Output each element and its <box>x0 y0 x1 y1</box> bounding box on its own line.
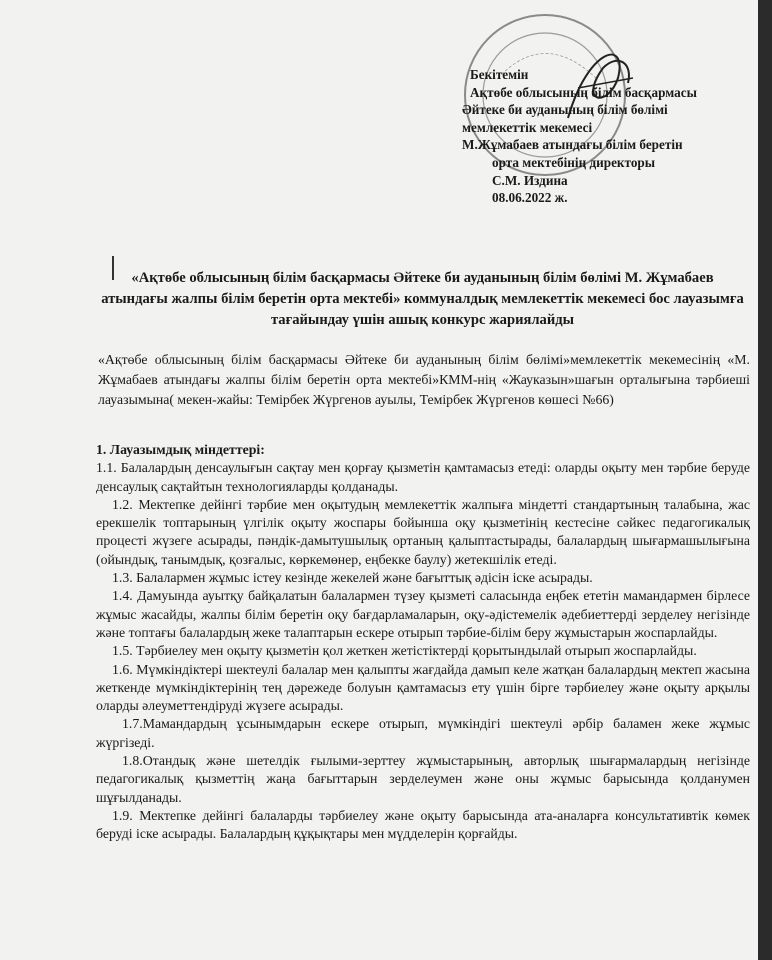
duties-section <box>96 441 750 844</box>
approval-line: орта мектебінің директоры <box>492 154 656 170</box>
duty-item: 1.2. Мектепке дейінгі тәрбие мен оқытудың мемлекеттік жалпыға міндетті стандартының талабына, жас ерекшелік топтарының үлгілік оқыту жоспары бойынша оқу қызметінің кестесіне сәйкес педагогикалық процесті жүзеге асырады, пәндік-дамытушылық ортаның қалыптастырады, балалардың шығармашылығына (ойындық, танымдық, қозғалыс, көркемөнер, еңбекке баулу) жетекшілік етеді. <box>96 496 750 567</box>
intro-paragraph: «Ақтөбе облысының білім басқармасы Әйтеке би ауданының білім бөлімі»мемлекеттік мекемесінің «М. Жұмабаев атындағы жалпы білім беретін орта мектебі»КММ-нің «Жауказын»шағын орталығына тәрбиеші лауазымына( мекен-жайы: Темірбек Жүргенов ауылы, Темірбек Жүргенов көшесі №66) <box>98 352 750 407</box>
approval-heading: Бекітемін <box>470 67 529 82</box>
duty-item: 1.9. Мектепке дейінгі балаларды тәрбиелеу және оқыту барысында ата-аналарға консультативтік көмек беруді іске асырады. Балалардың құқықтары мен мүдделерін қорғайды. <box>96 807 750 842</box>
duty-item: 1.7.Мамандардың ұсынымдарын ескере отырып, мүмкіндігі шектеулі әрбір баламен жеке жұмыс жүргізеді. <box>96 716 750 750</box>
section-heading: 1. Лауазымдық міндеттері: <box>96 442 265 457</box>
approval-line: мемлекеттік мекемесі <box>462 119 593 135</box>
approval-line: Әйтеке би ауданының білім бөлімі <box>462 102 668 118</box>
duty-item: 1.5. Тәрбиелеу мен оқыту қызметін қол жеткен жетістіктерді қорытындылай отырып жоспарлайды. <box>112 643 697 659</box>
duty-item: 1.1. Балалардың денсаулығын сақтау мен қорғау қызметін қамтамасыз етеді: оларды оқыту мен тәрбие беруде денсаулық сақтайтын технологияларды қолданады. <box>96 460 750 494</box>
director-name: С.М. Издина <box>492 172 568 188</box>
duty-item: 1.6. Мүмкіндіктері шектеулі балалар мен қалыпты жағдайда дамып келе жатқан балалардың мектеп жасына жеткенде мүмкіндіктерінің тең дәрежеде болуын қамтамасыз ету үшін бірге тәрбиелеу және оқыту арқылы оларды әлеуметтендіруді жүзеге асырады. <box>96 661 750 714</box>
approval-line: М.Жұмабаев атындағы білім беретін <box>462 137 683 153</box>
duty-item: 1.3. Балалармен жұмыс істеу кезінде жекелей және бағыттық әдісін іске асырады. <box>112 570 593 586</box>
duty-item: 1.4. Дамуында ауытқу байқалатын балалармен түзеу қызметі саласында еңбек ететін мамандармен бірлесе жұмыс жасайды, жалпы білім беретін оқу бағдарламаларын, оқу-әдістемелік әдебиеттерді зерделеу негізінде және топтағы балалардың жеке талаптарын ескере отырып тәрбие-білім беру жұмыстарын жоспарлайды. <box>96 588 750 640</box>
approval-line: Ақтөбе облысының білім басқармасы <box>470 84 697 100</box>
approval-date: 08.06.2022 ж. <box>492 190 568 206</box>
announcement-title: «Ақтөбе облысының білім басқармасы Әйтеке би ауданының білім бөлімі М. Жұмабаев атындағы жалпы білім беретін орта мектебі» коммуналдық мемлекеттік мекемесі бос лауазымға тағайындау үшін ашық конкурс жариялайды <box>101 270 744 328</box>
duty-item: 1.8.Отандық және шетелдік ғылыми-зерттеу жұмыстарының, авторлық шығармалардың негізінде педагогикалық қызметтің жаңа бағыттарын зерделеумен және оны жұмыс барысында қолданумен шұғылданады. <box>96 753 750 805</box>
approval-block <box>462 66 697 207</box>
scan-edge <box>758 0 772 960</box>
